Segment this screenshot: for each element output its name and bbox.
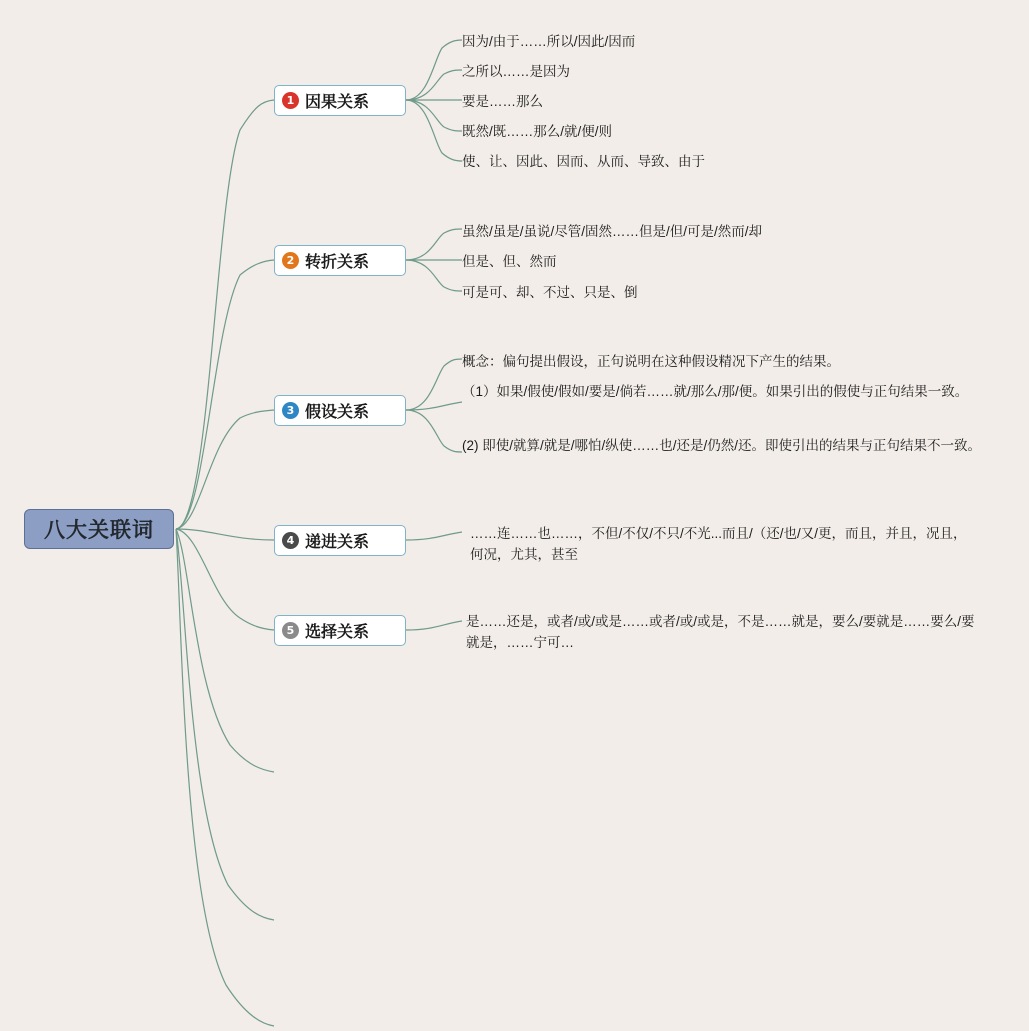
- branch-badge-2: 2: [282, 252, 299, 269]
- branch-node-5[interactable]: [274, 615, 406, 646]
- branch-badge-3: 3: [282, 402, 299, 419]
- leaf-2-2: 但是、但、然而: [462, 254, 557, 269]
- root-node[interactable]: [24, 509, 174, 549]
- leaf-4-1: ……连……也……，不但/不仅/不只/不光...而且/（还/也/又/更，而且，并且，况且，何况，尤其，甚至: [470, 526, 967, 562]
- leaf-3-2: （1）如果/假使/假如/要是/倘若……就/那么/那/便。如果引出的假使与正句结果一致。: [462, 384, 969, 399]
- leaf-1-1: 因为/由于……所以/因此/因而: [462, 34, 636, 49]
- leaf-2-3: 可是可、却、不过、只是、倒: [462, 285, 638, 300]
- leaf-1-4: 既然/既……那么/就/便/则: [462, 124, 613, 139]
- leaf-5-1: 是……还是，或者/或/或是……或者/或/或是，不是……就是，要么/要就是……要么/要就是，……宁可…: [466, 614, 975, 650]
- leaf-3-3: (2) 即使/就算/就是/哪怕/纵使……也/还是/仍然/还。即使引出的结果与正句结果不一致。: [462, 438, 982, 453]
- branch-node-3[interactable]: [274, 395, 406, 426]
- branch-label-3: 假设关系: [305, 404, 370, 421]
- branch-node-4[interactable]: [274, 525, 406, 556]
- leaf-1-3: 要是……那么: [462, 94, 543, 109]
- branch-badge-4: 4: [282, 532, 299, 549]
- leaf-2-1: 虽然/虽是/虽说/尽管/固然……但是/但/可是/然而/却: [462, 224, 763, 239]
- branch-label-4: 递进关系: [305, 534, 370, 551]
- branch-label-2: 转折关系: [305, 254, 370, 271]
- branch-label-1: 因果关系: [305, 94, 370, 111]
- leaf-3-1: 概念：偏句提出假设，正句说明在这种假设精况下产生的结果。: [462, 354, 840, 369]
- branch-node-1[interactable]: [274, 85, 406, 116]
- branch-node-2[interactable]: [274, 245, 406, 276]
- root-label: 八大关联词: [44, 519, 154, 542]
- branch-badge-1: 1: [282, 92, 299, 109]
- branch-label-5: 选择关系: [305, 624, 370, 641]
- leaf-1-2: 之所以……是因为: [462, 64, 570, 79]
- branch-badge-5: 5: [282, 622, 299, 639]
- leaf-1-5: 使、让、因此、因而、从而、导致、由于: [462, 154, 705, 169]
